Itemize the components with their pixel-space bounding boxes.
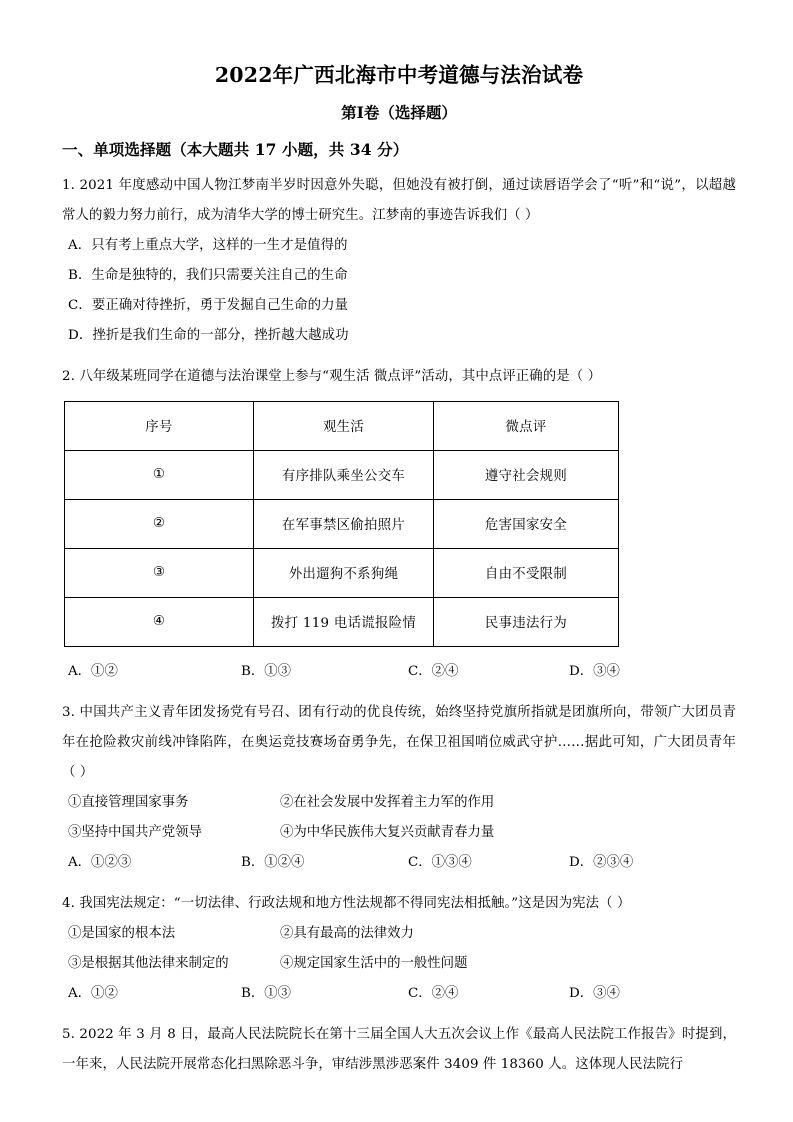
question-2-choice-c[interactable]: C．②④ [408,663,459,679]
question-3 [62,698,736,878]
question-2-stem: 2. 八年级某班同学在道德与法治课堂上参与“观生活 微点评”活动，其中点评正确的是（ ） [62,368,602,384]
question-1-stem: 1. 2021 年度感动中国人物江梦南半岁时因意外失聪，但她没有被打倒，通过读唇语学会了“听”和“说”，以超越常人的毅力努力前行，成为清华大学的博士研究生。江梦南的事迹告诉我们（ ） [62,177,736,223]
question-3-choice-a[interactable]: A．①②③ [68,854,132,870]
question-4-subopts [62,919,736,979]
observation-comment-table [64,401,619,647]
question-3-choice-d[interactable]: D．②③④ [569,854,634,870]
question-4-subopt-2: ②具有最高的法律效力 [280,925,414,941]
table-cell-life: 有序排队乘坐公交车 [254,450,434,499]
table-row [65,597,619,646]
question-3-subopt-4: ④为中华民族伟大复兴贡献青春力量 [280,824,495,840]
question-2-choice-d[interactable]: D．③④ [569,663,620,679]
table-row [65,548,619,597]
question-3-subopt-2: ②在社会发展中发挥着主力军的作用 [280,794,495,810]
table-cell-index: ③ [65,548,254,597]
question-5-stem: 5. 2022 年 3 月 8 日，最高人民法院院长在第十三届全国人大五次会议上作《最高人民法院工作报告》时提到，一年来，人民法院开展常态化扫黑除恶斗争，审结涉黑涉恶案件 3409 件 18360 人。这体现人民法院行 [62,1026,736,1072]
question-4-stem: 4. 我国宪法规定：“一切法律、行政法规和地方性法规都不得同宪法相抵触。”这是因为宪法（ ） [62,895,631,911]
page-title: 2022年广西北海市中考道德与法治试卷 [214,63,584,87]
question-4-choice-a[interactable]: A．①② [68,985,118,1001]
question-4-subopt-row [68,919,736,949]
question-3-stem: 3. 中国共产主义青年团发扬党有号召、团有行动的优良传统，始终坚持党旗所指就是团旗所向，带领广大团员青年在抢险救灾前线冲锋陷阵，在奥运竞技赛场奋勇争先，在保卫祖国哨位威武守护……据此可知，广大团员青年（ ） [62,704,736,780]
question-3-subopt-row [68,818,736,848]
question-1-option-b[interactable]: B．生命是独特的，我们只需要关注自己的生命 [68,267,348,283]
table-header-comment: 微点评 [434,401,619,450]
question-4-subopt-4: ④规定国家生活中的一般性问题 [280,955,468,971]
question-4-choices [62,979,736,1009]
question-3-choice-c[interactable]: C．①③④ [408,854,472,870]
question-2-table-wrap [64,401,736,647]
question-3-subopt-1: ①直接管理国家事务 [68,794,189,810]
table-header-life: 观生活 [254,401,434,450]
section-heading: 一、单项选择题（本大题共 17 小题，共 34 分） [62,139,409,159]
table-cell-life: 在军事禁区偷拍照片 [254,499,434,548]
question-4-choice-d[interactable]: D．③④ [569,985,620,1001]
question-4-choice-b[interactable]: B．①③ [241,985,292,1001]
table-cell-comment: 危害国家安全 [434,499,619,548]
question-3-subopt-3: ③坚持中国共产党领导 [68,824,202,840]
question-2-choice-b[interactable]: B．①③ [241,663,292,679]
table-cell-comment: 自由不受限制 [434,548,619,597]
table-row [65,450,619,499]
question-1-option-d[interactable]: D．挫折是我们生命的一部分，挫折越大越成功 [68,327,349,343]
question-4-choice-c[interactable]: C．②④ [408,985,459,1001]
question-3-choice-b[interactable]: B．①②④ [241,854,305,870]
question-3-subopt-row [68,788,736,818]
question-1-option-a[interactable]: A．只有考上重点大学，这样的一生才是值得的 [68,237,348,253]
page-subtitle: 第I卷（选择题） [341,102,457,122]
question-4-subopt-3: ③是根据其他法律来制定的 [68,955,229,971]
question-2 [62,362,736,687]
table-header-index: 序号 [65,401,254,450]
table-cell-life: 外出遛狗不系狗绳 [254,548,434,597]
table-cell-index: ④ [65,597,254,646]
question-1-option-c[interactable]: C．要正确对待挫折，勇于发掘自己生命的力量 [68,297,349,313]
question-3-choices [62,848,736,878]
question-4 [62,889,736,1009]
spacer [62,647,736,657]
table-header-row [65,401,619,450]
table-cell-comment: 民事违法行为 [434,597,619,646]
question-4-subopt-1: ①是国家的根本法 [68,925,176,941]
question-3-subopts [62,788,736,848]
question-2-choice-a[interactable]: A．①② [68,663,118,679]
question-2-choices [62,657,736,687]
table-cell-index: ② [65,499,254,548]
table-row [65,499,619,548]
table-cell-index: ① [65,450,254,499]
question-4-subopt-row [68,949,736,979]
table-cell-comment: 遵守社会规则 [434,450,619,499]
question-1 [62,171,736,351]
table-cell-life: 拨打 119 电话谎报险情 [254,597,434,646]
question-5 [62,1020,736,1080]
